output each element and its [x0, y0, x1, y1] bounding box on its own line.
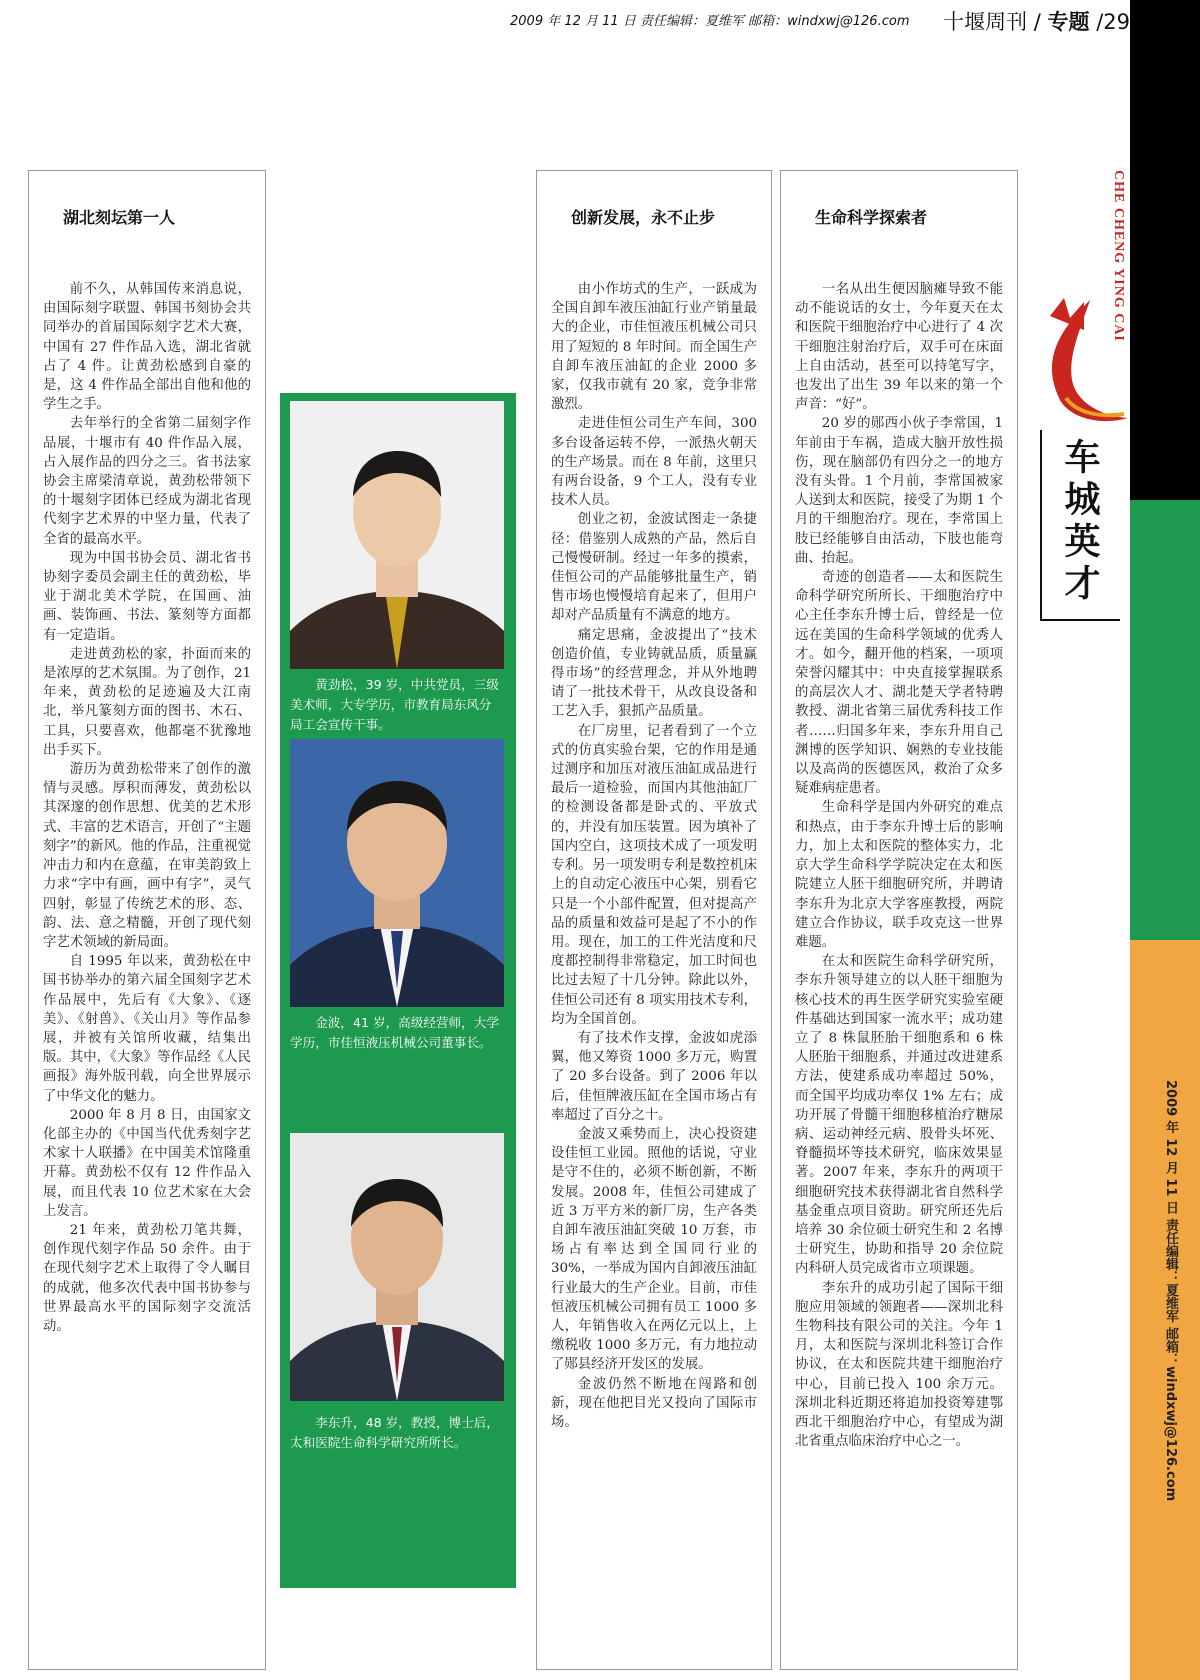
portrait-photo — [290, 401, 504, 669]
portrait-image — [290, 401, 504, 669]
paragraph: 李东升的成功引起了国际干细胞应用领域的领跑者——深圳北科生物科技有限公司的关注。今年 1 月，太和医院与深圳北科签订合作协议，在太和医院共建干细胞治疗中心，目前已投入 100 余万元。深圳北科近期还将追加投资筹建鄂西北干细胞治疗中心，有望成为湖北省重点临床治疗中心之一。 — [795, 1280, 1003, 1450]
page-header — [510, 6, 1130, 34]
paragraph: 由小作坊式的生产，一跃成为全国自卸车液压油缸行业产销量最大的企业，市佳恒液压机械公司只用了短短的 8 年时间。而全国生产自卸车液压油缸的企业 2000 多家，仅我市就有 20 家，竞争非常激烈。 — [551, 282, 757, 413]
article-title: 湖北刻坛第一人 — [63, 208, 176, 227]
paragraph: 现为中国书协会员、湖北省书协刻字委员会副主任的黄劲松，毕业于湖北美术学院，在国画、油画、装饰画、书法、篆刻等方面都有一定造诣。 — [43, 550, 251, 643]
article-jin-bo — [536, 170, 772, 1670]
article-huang-jinsong — [28, 170, 266, 1670]
paragraph: 20 岁的郧西小伙子李常国，1 年前由于车祸，造成大脑开放性损伤，现在脑部仍有四分之一的地方没有头骨。1 个月前，李常国被家人送到太和医院，接受了为期 1 个月的干细胞治疗。现在，李常国上肢已经能够自由活动，下肢也能弯曲、抬起。 — [795, 416, 1003, 566]
paragraph: 前不久，从韩国传来消息说，由国际刻字联盟、韩国书刻协会共同举办的首届国际刻字艺术大赛，中国有 27 件作品入选，湖北省就占了 4 件。让黄劲松感到自豪的是，这 4 件作品全部出自他和他的学生之手。 — [43, 282, 251, 413]
article-body — [795, 280, 1003, 1451]
paragraph: 一名从出生便因脑瘫导致不能动不能说话的女士，今年夏天在太和医院干细胞治疗中心进行了 4 次干细胞注射治疗后，双手可在床面上自由活动，甚至可以持笔写字，也发出了出生 39 年以来的第一个声音：“好”。 — [795, 282, 1003, 413]
article-title: 创新发展，永不止步 — [571, 208, 716, 227]
column-name-cn: 车城英才 — [1059, 438, 1101, 606]
article-body — [551, 280, 757, 1432]
paragraph: 在太和医院生命科学研究所，李东升领导建立的以人胚干细胞为核心技术的再生医学研究实验室硬件基础达到国家一流水平；成功建立了 8 株鼠胚胎干细胞系和 6 株人胚胎干细胞系，并通过改进建系方法，使建系成功率超过 50%，而全国平均成功率仅 1% 左右；成功开展了骨髓干细胞移植治疗糖尿病、运动神经元病、股骨头坏死、脊髓损坏等技术研究，临床效果显著。2007 年来，李东升的两项干细胞研究技术获得湖北省自然科学基金重点项目资助。研究所还先后培养 30 余位硕士研究生和 2 名博士研究生，协助和指导 20 余位院内科研人员完成省市立项课题。 — [795, 954, 1003, 1277]
publication-name: 十堰周刊 — [943, 10, 1028, 34]
paragraph: 在厂房里，记者看到了一个立式的仿真实验台架，它的作用是通过测序和加压对液压油缸成品进行最后一道检验，而国内其他油缸厂的检测设备都是卧式的、平放式的，并没有加压装置。因为填补了国内空白，这项技术成了一项发明专利。另一项发明专利是数控机床上的自动定心液压中心架，别看它只是一个小部件配置，但对提高产品的质量和效益可是起了不小的作用。现在，加工的工件光洁度和尺度都控制得非常稳定，加工时间也比过去短了十几分钟。除此以外，佳恒公司还有 8 项实用技术专利，均为全国首创。 — [551, 723, 757, 1027]
paragraph: 金波又乘势而上，决心投资建设佳恒工业园。照他的话说，守业是守不住的，必须不断创新，不断发展。2008 年，佳恒公司建成了近 3 万平方米的新厂房，生产各类自卸车液压油缸突破 10 万套，市场占有率达到全国同行业的 30%，一举成为国内自卸液压油缸行业最大的生产企业。目前，市佳恒液压机械公司拥有员工 1000 多人，年销售收入在两亿元以上，上缴税收 1000 多万元，有力地拉动了郧县经济开发区的发展。 — [551, 1126, 757, 1373]
article-body — [43, 280, 251, 1336]
paragraph: 有了技术作支撑，金波如虎添翼，他又筹资 1000 多万元，购置了 20 多台设备。到了 2006 年以后，佳恒牌液压缸在全国市场占有率超过了百分之十。 — [551, 1030, 757, 1123]
portrait-panel — [280, 393, 516, 1588]
portrait-image — [290, 1133, 504, 1401]
article-title: 生命科学探索者 — [815, 208, 928, 227]
portrait-caption: 黄劲松，39 岁，中共党员，三级美术师，大专学历，市教育局东风分局工会宣传干事。 — [290, 677, 499, 732]
paragraph: 游历为黄劲松带来了创作的激情与灵感。厚积而薄发，黄劲松以其深邃的创作思想、优美的艺术形式、丰富的艺术语言，开创了“主题刻字”的新风。他的作品，注重视觉冲击力和内在意蕴，在审美韵致上力求“字中有画，画中有字”，灵气四射，彰显了传统艺术的形、态、韵、法、意之精髓，开创了现代刻字艺术领域的新局面。 — [43, 762, 251, 950]
paragraph: 2000 年 8 月 8 日，由国家文化部主办的《中国当代优秀刻字艺术家十人联播》在中国美术馆隆重开幕。黄劲松不仅有 12 件作品入展，而且代表 10 位艺术家在大会上发言。 — [43, 1107, 251, 1219]
paragraph: 走进黄劲松的家，扑面而来的是浓厚的艺术氛围。为了创作，21 年来，黄劲松的足迹遍及大江南北，举凡篆刻方面的图书、木石、工具，只要喜欢，他都毫不犹豫地出手买下。 — [43, 646, 251, 758]
portrait-caption: 金波，41 岁，高级经营师，大学学历，市佳恒液压机械公司董事长。 — [290, 1015, 499, 1050]
portrait-caption: 李东升，48 岁，教授，博士后，太和医院生命科学研究所所长。 — [290, 1415, 499, 1450]
sidebar-black-band — [1130, 0, 1200, 500]
paragraph: 创业之初，金波试图走一条捷径：借鉴别人成熟的产品，然后自己慢慢研制。经过一年多的摸索，佳恒公司的产品能够批量生产，销售市场也慢慢培育起来了，但用户却对产品质量有不满意的地方。 — [551, 512, 757, 624]
paragraph: 奇迹的创造者——太和医院生命科学研究所所长、干细胞治疗中心主任李东升博士后，曾经是一位远在美国的生命科学领域的优秀人才。如今，翻开他的档案，一项项荣誉闪耀其中：中央直接掌握联系的高层次人才、湖北楚天学者特聘教授、湖北省第三届优秀科技工作者……归国多年来，李东升用自己渊博的医学知识、娴熟的专业技能以及高尚的医德医风，救治了众多疑难病症患者。 — [795, 570, 1003, 797]
portrait-photo — [290, 739, 504, 1007]
paragraph: 痛定思痛，金波提出了“技术创造价值，专业铸就品质，质量赢得市场”的经营理念，并从外地聘请了一批技术骨干，从改良设备和工艺入手，狠抓产品质量。 — [551, 627, 757, 720]
column-title-rule-bottom — [1040, 619, 1120, 621]
paragraph: 去年举行的全省第二届刻字作品展，十堰市有 40 件作品入展，占入展作品的四分之三。省书法家协会主席梁清章说，黄劲松带领下的十堰刻字团体已经成为湖北省现代刻字艺术界的中坚力量，代表了全省的最高水平。 — [43, 416, 251, 547]
publication-title: 十堰周刊 / 专题 /29 — [943, 10, 1130, 34]
paragraph: 金波仍然不断地在闯路和创新，现在他把目光又投向了国际市场。 — [551, 1376, 757, 1430]
column-name-en: CHE CHENG YING CAI — [1111, 170, 1126, 342]
paragraph: 自 1995 年以来，黄劲松在中国书协举办的第六届全国刻字艺术作品展中，先后有《大象》、《逐美》、《射兽》、《关山月》等作品参展，并被有关馆所收藏，结集出版。其中，《大象》等作品经《人民画报》海外版刊载，向全世界展示了中华文化的魅力。 — [43, 954, 251, 1104]
page-number: /29 — [1096, 10, 1130, 34]
paragraph: 生命科学是国内外研究的难点和热点，由于李东升博士后的影响力，加上太和医院的整体实力，北京大学生命科学学院决定在太和医院建立人胚干细胞研究所，并聘请李东升为北京大学客座教授，两院建立合作协议，联手攻克这一世界难题。 — [795, 800, 1003, 950]
sidebar-green-band — [1130, 500, 1200, 940]
paragraph: 走进佳恒公司生产车间，300 多台设备运转不停，一派热火朝天的生产场景。而在 8 年前，这里只有两台设备，9 个工人，没有专业技术人员。 — [551, 416, 757, 509]
portrait-image — [290, 739, 504, 1007]
column-logo-icon — [1020, 290, 1140, 440]
header-meta: 2009 年 12 月 11 日 责任编辑：夏维军 邮箱：windxwj@126.com — [510, 14, 910, 29]
column-title-rule — [1040, 430, 1042, 620]
section-name: 专题 — [1047, 10, 1090, 34]
portrait-photo — [290, 1133, 504, 1401]
side-date-line: 2009 年 12 月 11 日 责任编辑：夏维军 邮箱：windxwj@126.com — [1163, 1080, 1178, 1502]
paragraph: 21 年来，黄劲松刀笔共舞，创作现代刻字作品 50 余件。由于在现代刻字艺术上取得了令人瞩目的成就，他多次代表中国书协参与世界最高水平的国际刻字交流活动。 — [43, 1222, 251, 1334]
article-li-dongsheng — [780, 170, 1018, 1670]
